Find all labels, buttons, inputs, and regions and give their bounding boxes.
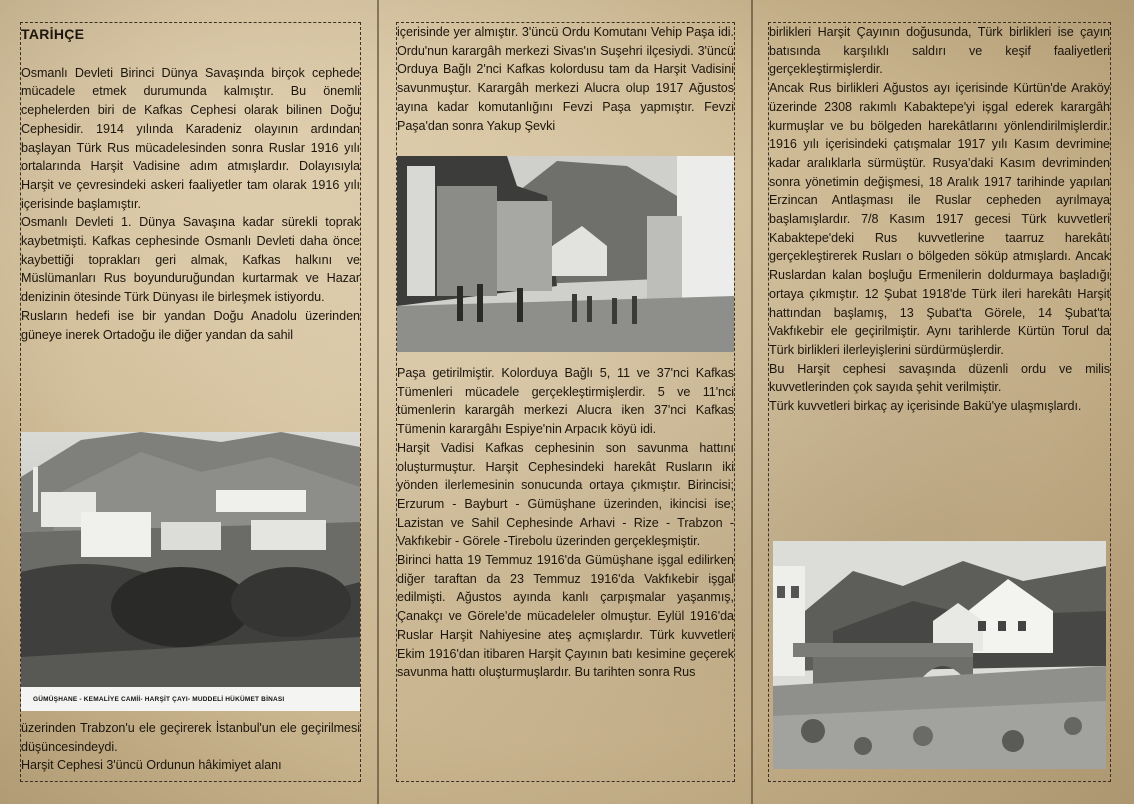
paragraph: Türk kuvvetleri birkaç ay içerisinde Bakü'ye ulaşmışlardı. (769, 399, 1082, 414)
panel-right (768, 22, 1111, 782)
panel-left (20, 22, 361, 782)
photo-street-scene (397, 156, 734, 352)
panel-middle-text-bottom (397, 364, 734, 781)
photo-town-image (21, 432, 360, 711)
photo-caption: GÜMÜŞHANE - KEMALİYE CAMİİ- HARŞİT ÇAYI- MUDDELİ HÜKÜMET BİNASI (21, 687, 360, 711)
panel-right-text (769, 23, 1110, 523)
photo-bridge-image (773, 541, 1106, 769)
paragraph: Harşit Vadisi Kafkas cephesinin son savunma hattını oluşturmuştur. Harşit Cephesindeki harekât Rusların iki yönden ilerlemesinin sonucunda ortaya çıkmıştır. Birincisi; Erzurum - Bayburt - Gümüşhane üzerinden, ikincisi ise; Lazistan ve Sahil Cephesinde Arhavi - Rize - Trabzon - Vakfıkebir - Görele -Tirebolu üzerinden gerçekleşmiştir. (397, 440, 734, 549)
photo-street-image (397, 156, 734, 352)
fold-line-left (377, 0, 379, 804)
paragraph: birlikleri Harşit Çayının doğusunda, Türk birlikleri ise çayın batısında karşılıklı saldırı ve keşif faaliyetleri gerçekleştirmişlerdir. (769, 25, 1110, 77)
paragraph: Paşa getirilmiştir. Kolorduya Bağlı 5, 11 ve 37'nci Kafkas Tümenleri mücadele gerçekleştirmişlerdir. 5 ve 11'nci tümenlerin karargâh merkezi Alucra iken 37'nci Kafkas Tümenin karargâhı Espiye'nin Arpacık köyü idi. (397, 366, 734, 437)
panel-middle-text-top (397, 23, 734, 155)
page-title: TARİHÇE (21, 26, 85, 42)
paragraph: üzerinden Trabzon'u ele geçirerek İstanbul'un ele geçirilmesi düşüncesindeydi. (21, 721, 360, 754)
paragraph: içerisinde yer almıştır. 3'üncü Ordu Komutanı Vehip Paşa idi. Ordu'nun karargâh merkezi Sivas'ın Suşehri ilçesiydi. 3'üncü Orduya Bağlı 2'nci Kafkas kolordusu tam da Harşit Vadisini savunmuştur. Karargâh merkezi Alucra olup 1917 Ağustos ayına kadar komutanlığını Fevzi Paşa yapmıştır. Fevzi Paşa'dan sonra Yakup Şevki (397, 25, 734, 133)
paragraph: Harşit Cephesi 3'üncü Ordunun hâkimiyet alanı (21, 758, 282, 773)
panel-middle (396, 22, 735, 782)
photo-gumushane-town (21, 432, 360, 711)
paragraph: Bu Harşit cephesi savaşında düzenli ordu ve milis kuvvetlerinden çok sayıda şehit verilmiştir. (769, 361, 1110, 395)
paragraph: Rusların hedefi ise bir yandan Doğu Anadolu üzerinden güneye inerek Ortadoğu ile diğer yandan da sahil (21, 308, 360, 342)
fold-line-right (751, 0, 753, 804)
paragraph: Birinci hatta 19 Temmuz 1916'da Gümüşhane işgal edilirken diğer taraftan da 23 Temmuz 1916'da Vakfıkebir işgal edilmişti. Ağustos ayında kanlı çarpışmalar yaşanmış, Çanakçı ve Görele'de mücadeleler olmuştur. Eylül 1916'da Ruslar Harşit Nahiyesine ateş açmışlardır. Türk kuvvetleri Ekim 1916'dan itibaren Harşit Çayının batı kesimine geçerek savunma hattı oluşturmuşlardır. Bu tarihten sonra Rus (397, 553, 734, 680)
paragraph: Ancak Rus birlikleri Ağustos ayı içerisinde Kürtün'de Araköy üzerinde 2308 rakımlı Kabaktepe'yi işgal ederek karargâh kurmuşlar ve bu bölgeden harekâtlarını yönlendirilmişlerdir. 1916 yılı içerisindeki çatışmalar 1917 yılı Kasım devrimine kadar aralıklarla sürmüştür. Rusya'daki Kasım devriminden sonra yönetimin değişmesi, 18 Aralık 1917 tarihinde yapılan Erzincan Antlaşması ile Ruslar cepheden ayrılmaya başlamışlardır. 7/8 Kasım 1917 gecesi Türk kuvvetleri Kabaktepe'deki Rus kuvvetlerine taarruz harekâtı gerçekleştirerek Rusları o bölgeden söküp atmışlardı. Ancak Ruslardan kalan boşluğu Ermenilerin doldurmaya başladığı ortaya çıkmıştır. 12 Şubat 1918'de Türk ileri harekâtı Harşit hattından başlamış, 13 Şubat'ta Görele, 14 Şubat'ta Vakfıkebir ele geçirilmiştir. Aynı tarihlerde Kürtün Torul da Türk birlikleri ilerleyişlerini sürdürmüşlerdir. (769, 81, 1110, 357)
paragraph: Osmanlı Devleti 1. Dünya Savaşına kadar sürekli toprak kaybetmişti. Kafkas cephesinde Osmanlı Devleti daha önce kaybettiği toprakları geri almak, Kafkas halkını ve Müslümanları Rus boyunduruğundan kurtarmak ve Hazar denizinin ötesinde Türk Dünyası ile birleşmek istiyordu. (21, 215, 360, 305)
photo-stone-bridge (773, 541, 1106, 769)
panel-left-text-top (21, 25, 360, 432)
paragraph: Osmanlı Devleti Birinci Dünya Savaşında birçok cephede mücadele etmek durumunda kalmıştır. Bu önemli cephelerden biri de Kafkas Cephesi olarak bilinen Doğu Cephesidir. 1914 yılında Karadeniz olayının ardından başlayan Türk Rus mücadelesinden sonra Ruslar 1916 yılı ortalarında Harşit Vadisine adım atmışlardır. Dolayısıyla Harşit ve çevresindeki askeri faaliyetler tam olarak 1916 yılı içerisinde başlamıştır. (21, 65, 360, 211)
panel-left-text-bottom (21, 719, 360, 781)
